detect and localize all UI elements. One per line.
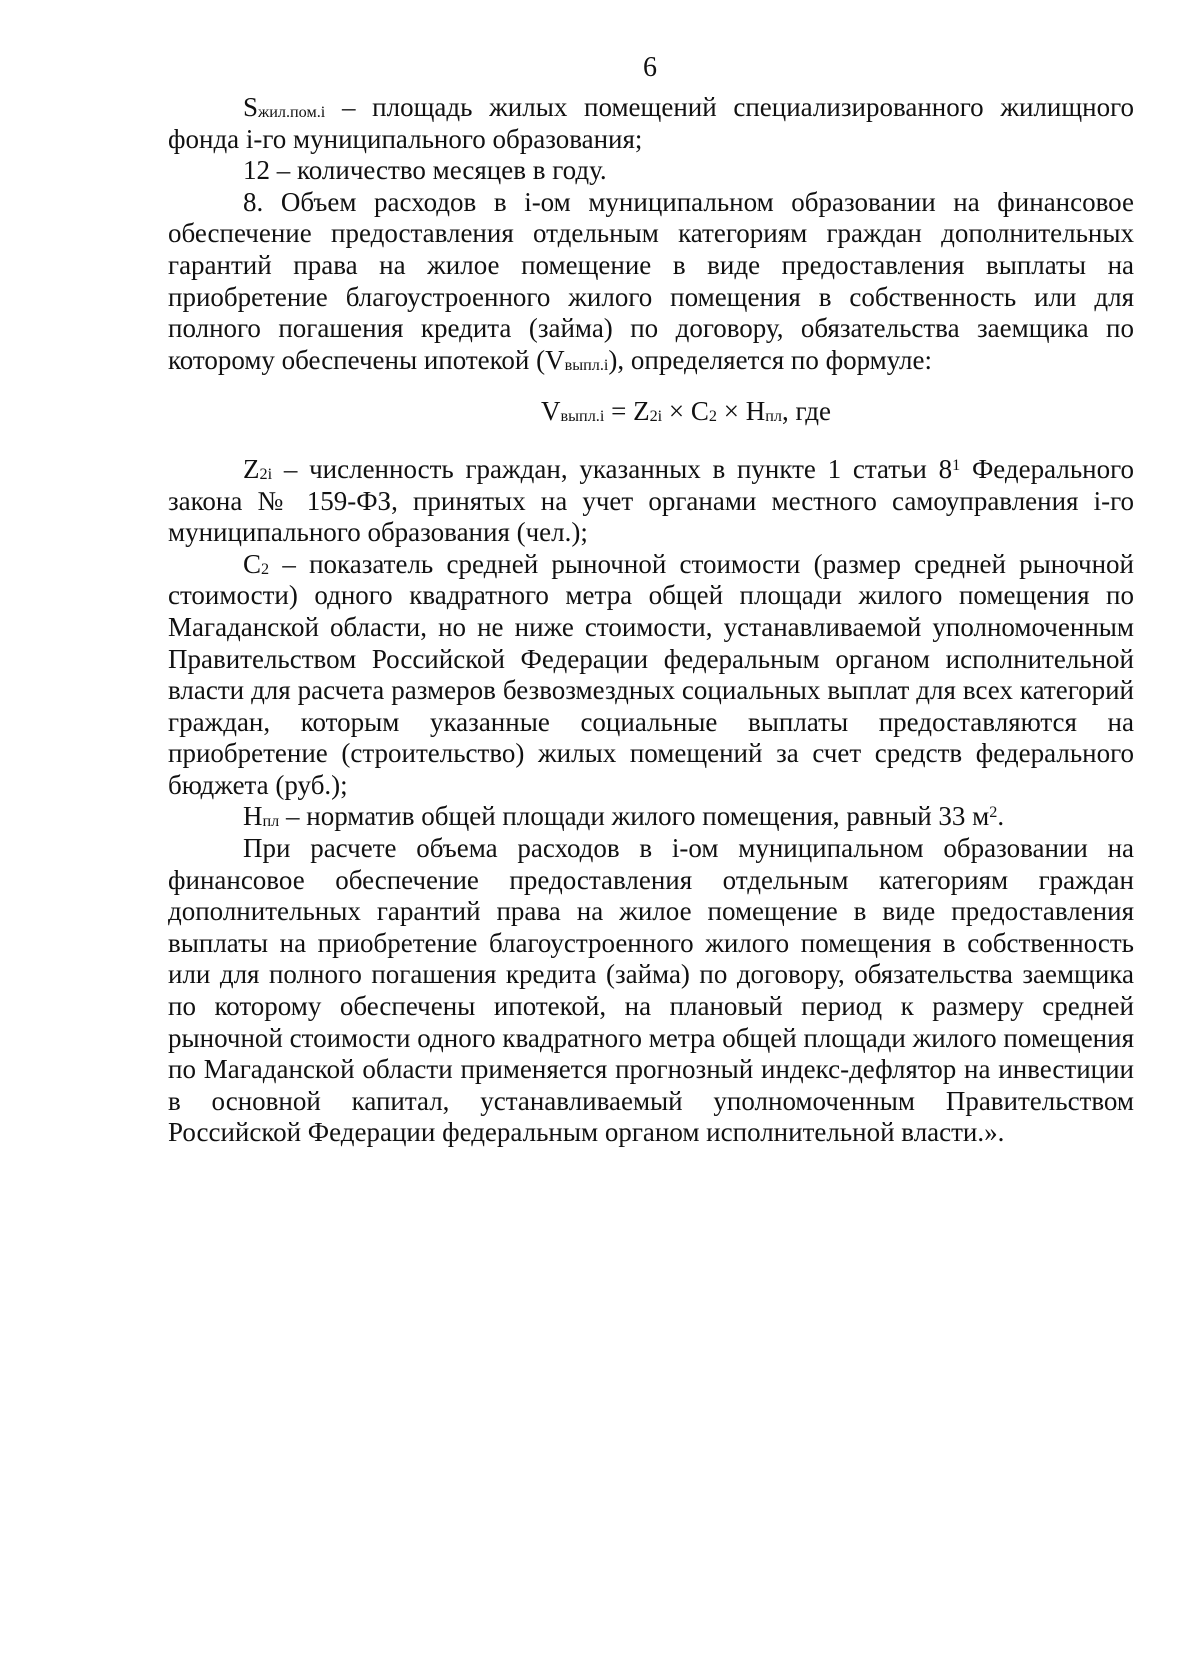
formula-c: C (690, 396, 709, 427)
symbol-s-subscript: жил.пом.i (258, 102, 326, 121)
definition-s-text: – площадь жилых помещений специализированного жилищного фонда i-го муниципального образования; (168, 92, 1134, 154)
c2-text: – показатель средней рыночной стоимости (размер средней рыночной стоимости) одного квадратного метра общей площади жилого помещения по Магаданской области, но не ниже стоимости, устанавливаемой уполномоченным Правительством Российской Федерации федеральным органом исполнительной власти для расчета размеров безвозмездных социальных выплат для всех категорий граждан, которым указанные социальные выплаты предоставляются на приобретение (строительство) жилых помещений за счет средств федерального бюджета (руб.); (168, 548, 1134, 800)
formula-c-subscript: 2 (708, 407, 718, 426)
definition-hpl (168, 801, 1134, 833)
formula-z-subscript: 2i (649, 407, 663, 426)
item-8-paragraph (168, 187, 1134, 377)
page-number: 6 (643, 52, 657, 83)
formula-times-1: × (662, 396, 691, 427)
document-body (168, 92, 1134, 1149)
item-8-text: 8. Объем расходов в i-ом муниципальном образовании на финансовое обеспечение предоставления отдельным категориям граждан дополнительных гарантий права на жилое помещение в виде предоставления выплаты на приобретение благоустроенного жилого помещения в собственность или для полного погашения кредита (займа) по договору, обязательства заемщика по которому обеспечены ипотекой ( (168, 186, 1134, 375)
final-paragraph: При расчете объема расходов в i-ом муниципальном образовании на финансовое обеспечение предоставления отдельным категориям граждан дополнительных гарантий права на жилое помещение в виде предоставления выплаты на приобретение благоустроенного жилого помещения в собственность или для полного погашения кредита (займа) по договору, обязательства заемщика по которому обеспечены ипотекой, на плановый период к размеру средней рыночной стоимости одного квадратного метра общей площади жилого помещения по Магаданской области применяется прогнозный индекс-дефлятор на инвестиции в основной капитал, устанавливаемый уполномоченным Правительством Российской Федерации федеральным органом исполнительной власти.». (168, 833, 1134, 1148)
definition-s-living (168, 92, 1134, 155)
z2i-symbol: Z (243, 453, 260, 484)
symbol-s: S (243, 92, 259, 122)
c2-symbol: C (243, 548, 262, 579)
z2i-subscript: 2i (259, 464, 273, 483)
c2-subscript: 2 (261, 559, 270, 578)
item-8-text-end: ), определяется по формуле: (608, 344, 933, 375)
definition-c2 (168, 549, 1134, 802)
formula-v: V (541, 396, 561, 427)
formula (168, 396, 1134, 428)
item-8-v-subscript: выпл.i (564, 355, 609, 374)
definition-months: 12 – количество месяцев в году. (243, 155, 607, 186)
item-8-v-symbol: V (545, 344, 565, 375)
formula-h-subscript: пл (765, 407, 782, 426)
formula-times-2: × (717, 396, 746, 427)
formula-z: Z (633, 396, 650, 427)
formula-equals: = (604, 396, 634, 427)
hpl-superscript: 2 (989, 803, 998, 822)
formula-v-subscript: выпл.i (560, 407, 605, 426)
z2i-superscript: 1 (952, 455, 961, 474)
z2i-text: – численность граждан, указанных в пункте 1 статьи 8 (272, 453, 953, 484)
formula-h: H (745, 396, 766, 427)
hpl-subscript: пл (262, 812, 280, 831)
definition-z2i (168, 454, 1134, 549)
hpl-text-end: . (997, 801, 1005, 832)
hpl-text: – норматив общей площади жилого помещения, равный 33 м (279, 801, 990, 832)
z2i-text-end: Федерального закона № 159-ФЗ, принятых на учет органами местного самоуправления i-го муниципального образования (чел.); (168, 453, 1134, 548)
formula-tail: , где (782, 396, 831, 427)
hpl-symbol: H (243, 801, 263, 832)
